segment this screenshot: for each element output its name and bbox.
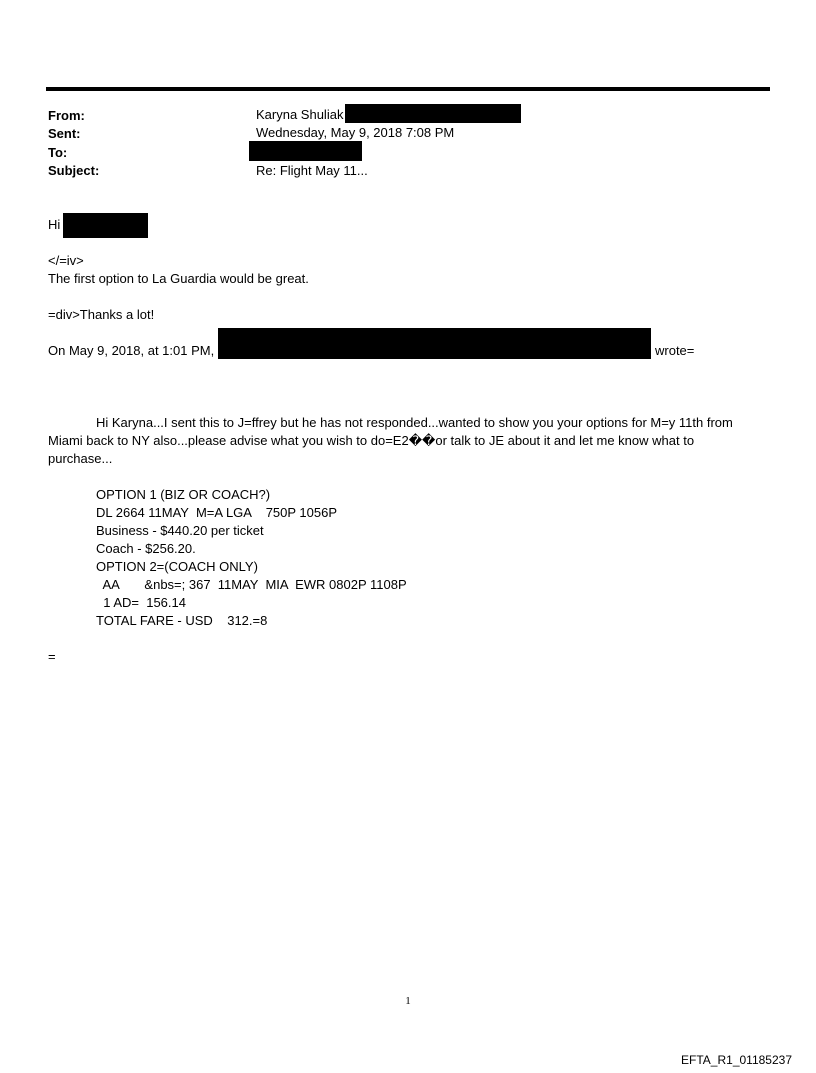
redaction-to [249,141,362,161]
subject-value: Re: Flight May 11... [256,163,368,178]
option-line: OPTION 1 (BIZ OR COACH?) [96,487,271,502]
from-label: From: [48,108,85,123]
body-line-iv: </=iv> [48,253,84,268]
option-line: AA &nbs=; 367 11MAY MIA EWR 0802P 1108P [96,577,407,592]
from-value: Karyna Shuliak [256,107,344,122]
quote-wrote: wrote= [655,343,695,358]
para1-line2: Miami back to NY also...please advise what you wish to do=E2��or talk to JE about it and let me know what to [48,433,695,448]
page-number: 1 [405,995,411,1007]
quote-intro: On May 9, 2018, at 1:01 PM, [48,343,215,358]
body-line-thanks: =div>Thanks a lot! [48,307,155,322]
header-rule [46,87,770,91]
option-line: DL 2664 11MAY M=A LGA 750P 1056P [96,505,338,520]
para1-line3: purchase... [48,451,113,466]
sent-value: Wednesday, May 9, 2018 7:08 PM [256,125,455,140]
greeting: Hi [48,217,61,232]
document-id: EFTA_R1_01185237 [681,1053,792,1067]
option-line: Coach - $256.20. [96,541,196,556]
to-label: To: [48,145,68,160]
trailing-char: = [48,649,56,664]
redaction-quote-sender [218,328,651,359]
option-line: OPTION 2=(COACH ONLY) [96,559,258,574]
subject-label: Subject: [48,163,100,178]
option-line: TOTAL FARE - USD 312.=8 [96,613,268,628]
sent-label: Sent: [48,126,81,141]
para1-line1: Hi Karyna...I sent this to J=ffrey but he has not responded...wanted to show you your options for M=y 11th from [96,415,733,430]
option-line: 1 AD= 156.14 [96,595,186,610]
option-line: Business - $440.20 per ticket [96,523,264,538]
redaction-from-email [345,104,521,123]
body-line-option: The first option to La Guardia would be great. [48,271,309,286]
redaction-greeting-name [63,213,148,238]
